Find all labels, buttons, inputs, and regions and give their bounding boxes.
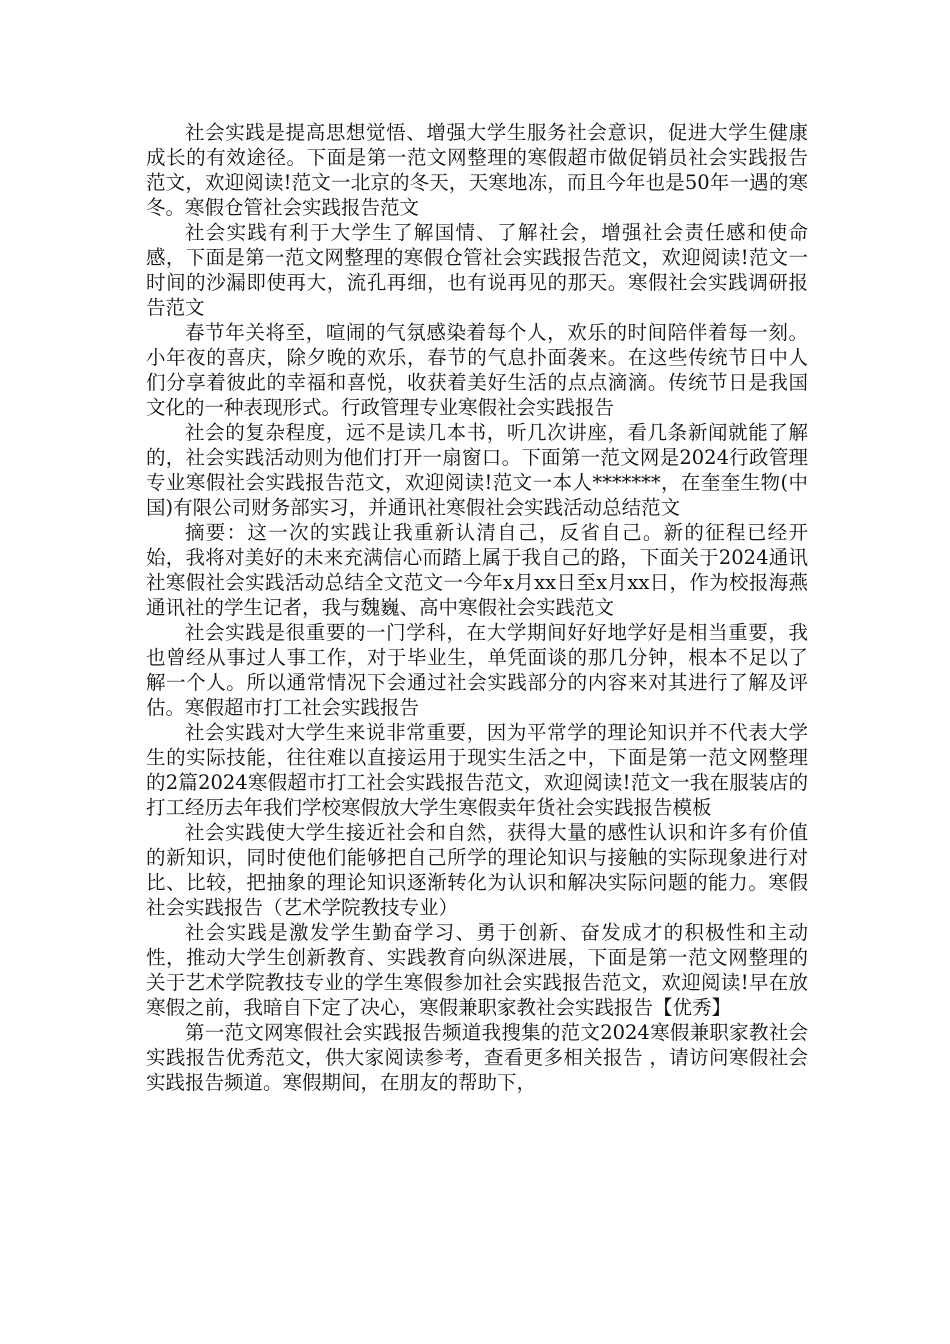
document-body xyxy=(146,120,808,1095)
paragraph-7: 社会实践对大学生来说非常重要，因为平常学的理论知识并不代表大学生的实际技能，往往难以直接运用于现实生活之中，下面是第一范文网整理的2篇2024寒假超市打工社会实践报告范文，欢迎阅读!范文一我在服装店的打工经历去年我们学校寒假放大学生寒假卖年货社会实践报告模板 xyxy=(146,721,808,819)
paragraph-5: 摘要：这一次的实践让我重新认清自己，反省自己。新的征程已经开始，我将对美好的未来充满信心而踏上属于我自己的路，下面关于2024通讯社寒假社会实践活动总结全文范文一今年x月xx日至x月xx日，作为校报海燕通讯社的学生记者，我与魏巍、高中寒假社会实践范文 xyxy=(146,521,808,619)
paragraph-1: 社会实践是提高思想觉悟、增强大学生服务社会意识，促进大学生健康成长的有效途径。下面是第一范文网整理的寒假超市做促销员社会实践报告范文，欢迎阅读!范文一北京的冬天，天寒地冻，而且今年也是50年一遇的寒冬。寒假仓管社会实践报告范文 xyxy=(146,121,808,219)
paragraph-3: 春节年关将至，喧闹的气氛感染着每个人，欢乐的时间陪伴着每一刻。小年夜的喜庆，除夕晚的欢乐，春节的气息扑面袭来。在这些传统节日中人们分享着彼此的幸福和喜悦，收获着美好生活的点点滴滴。传统节日是我国文化的一种表现形式。行政管理专业寒假社会实践报告 xyxy=(146,321,808,419)
paragraph-9: 社会实践是激发学生勤奋学习、勇于创新、奋发成才的积极性和主动性，推动大学生创新教育、实践教育向纵深进展，下面是第一范文网整理的关于艺术学院教技专业的学生寒假参加社会实践报告范文，欢迎阅读!早在放寒假之前，我暗自下定了决心，寒假兼职家教社会实践报告【优秀】 xyxy=(146,921,808,1019)
paragraph-10: 第一范文网寒假社会实践报告频道我搜集的范文2024寒假兼职家教社会实践报告优秀范文，供大家阅读参考，查看更多相关报告 ，请访问寒假社会实践报告频道。寒假期间，在朋友的帮助下， xyxy=(146,1021,808,1094)
paragraph-2: 社会实践有利于大学生了解国情、了解社会，增强社会责任感和使命感，下面是第一范文网整理的寒假仓管社会实践报告范文，欢迎阅读!范文一时间的沙漏即使再大，流孔再细，也有说再见的那天。寒假社会实践调研报告范文 xyxy=(146,221,808,319)
paragraph-4: 社会的复杂程度，远不是读几本书，听几次讲座，看几条新闻就能了解的，社会实践活动则为他们打开一扇窗口。下面第一范文网是2024行政管理专业寒假社会实践报告范文，欢迎阅读!范文一本人*******，在奎奎生物(中国)有限公司财务部实习，并通讯社寒假社会实践活动总结范文 xyxy=(146,421,808,519)
paragraph-6: 社会实践是很重要的一门学科，在大学期间好好地学好是相当重要，我也曾经从事过人事工作，对于毕业生，单凭面谈的那几分钟，根本不足以了解一个人。所以通常情况下会通过社会实践部分的内容来对其进行了解及评估。寒假超市打工社会实践报告 xyxy=(146,621,808,719)
paragraph-8: 社会实践使大学生接近社会和自然，获得大量的感性认识和许多有价值的新知识，同时使他们能够把自己所学的理论知识与接触的实际现象进行对比、比较，把抽象的理论知识逐渐转化为认识和解决实际问题的能力。寒假社会实践报告（艺术学院教技专业） xyxy=(146,821,808,919)
